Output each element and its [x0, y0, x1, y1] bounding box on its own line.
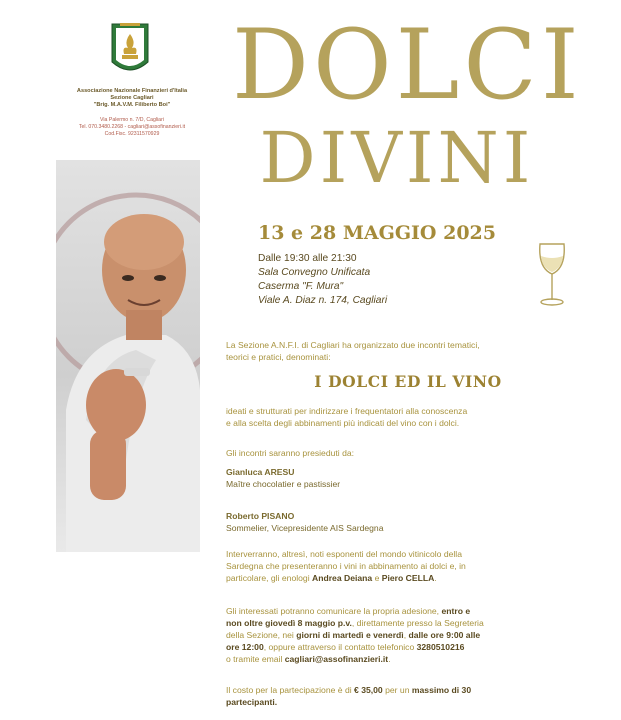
text-run: dalle ore 9:00 alle	[408, 630, 481, 640]
others-paragraph	[226, 548, 590, 584]
association-crest-icon	[110, 22, 150, 78]
event-venue: Viale A. Diaz n. 174, Cagliari	[258, 295, 388, 306]
text-run: Il costo per la partecipazione è di	[226, 685, 355, 695]
addr-line: Via Palermo n. 7/D, Cagliari	[100, 117, 164, 123]
chef-photo	[56, 160, 200, 552]
speaker-role: Maître chocolatier e pastissier	[226, 479, 341, 489]
text-run: per un	[382, 685, 412, 695]
text-run: , oppure attraverso il contatto telefonico	[263, 642, 417, 652]
text-line	[226, 653, 590, 665]
email-address: cagliari@assofinanzieri.it	[284, 654, 389, 664]
text-run: Gli interessati potranno comunicare la propria adesione,	[226, 606, 442, 616]
text-line	[226, 572, 590, 584]
text-line: La Sezione A.N.F.I. di Cagliari ha organizzato due incontri tematici,	[226, 340, 480, 350]
registration-paragraph	[226, 605, 590, 665]
event-venue: Caserma "F. Mura"	[258, 281, 344, 292]
text-line	[226, 617, 590, 629]
text-line: teorici e pratici, denominati:	[226, 352, 331, 362]
text-run: massimo di 30	[411, 685, 472, 695]
wine-glass-icon	[532, 238, 572, 308]
title-line-2: DIVINI	[259, 117, 535, 199]
text-line	[226, 641, 590, 653]
presided-label: Gli incontri saranno presieduti da:	[226, 448, 355, 458]
text-run: giorni di martedì e venerdì	[296, 630, 404, 640]
association-address	[52, 117, 212, 138]
event-details	[258, 252, 387, 308]
text-run: ore 12:00	[226, 642, 264, 652]
addr-line: Cod.Fisc. 92311570929	[104, 131, 160, 137]
phone-number: 3280510216	[416, 642, 465, 652]
text-run: della Sezione, nei	[226, 630, 297, 640]
chef-illustration	[56, 160, 200, 552]
text-run: , direttamente presso la Segreteria	[351, 618, 484, 628]
purpose-paragraph	[226, 405, 590, 429]
event-date: 13 e 28 MAGGIO 2025	[258, 222, 496, 244]
text-line: Sardegna che presenteranno i vini in abbinamento ai dolci e, in	[226, 561, 466, 571]
text-run: e	[372, 573, 382, 583]
cost-paragraph	[226, 684, 590, 708]
text-line	[226, 684, 590, 696]
text-run: particolare, gli enologi	[226, 573, 312, 583]
text-run: ,	[403, 630, 409, 640]
association-name	[52, 88, 212, 109]
speaker-role: Sommelier, Vicepresidente AIS Sardegna	[226, 523, 384, 533]
speaker-1	[226, 466, 590, 490]
deadline: non oltre giovedì 8 maggio p.v.	[226, 618, 352, 628]
event-venue: Sala Convegno Unificata	[258, 267, 371, 278]
assoc-line: Sezione Cagliari	[110, 95, 154, 101]
addr-line: Tel. 070.3480.2268 - cagliari@assofinanzieri.it	[78, 124, 186, 130]
intro-paragraph	[226, 339, 590, 363]
enologist-name: Andrea Deiana	[312, 573, 373, 583]
enologist-name: Piero CELLA	[381, 573, 435, 583]
text-run: o tramite email	[226, 654, 285, 664]
text-run: .	[434, 573, 437, 583]
assoc-line: Associazione Nazionale Finanzieri d'Italia	[76, 88, 188, 94]
event-time: Dalle 19:30 alle 21:30	[258, 253, 357, 264]
title-line-1: DOLCI	[232, 9, 583, 121]
text-line: e alla scelta degli abbinamenti più indicati del vino con i dolci.	[226, 418, 460, 428]
speaker-name: Gianluca ARESU	[226, 467, 295, 477]
text-line	[226, 629, 590, 641]
text-line: Interverranno, altresì, noti esponenti del mondo vitinicolo della	[226, 549, 462, 559]
event-subtitle: I DOLCI ED IL VINO	[314, 372, 502, 391]
assoc-line: "Brig. M.A.V.M. Filiberto Boi"	[93, 102, 171, 108]
text-line: ideati e strutturati per indirizzare i frequentatori alla conoscenza	[226, 406, 468, 416]
speaker-2	[226, 510, 590, 534]
price: € 35,00	[354, 685, 383, 695]
text-line	[226, 605, 590, 617]
text-run: .	[388, 654, 391, 664]
speaker-name: Roberto PISANO	[226, 511, 295, 521]
text-run: entro e	[441, 606, 471, 616]
text-line: partecipanti.	[226, 697, 278, 707]
